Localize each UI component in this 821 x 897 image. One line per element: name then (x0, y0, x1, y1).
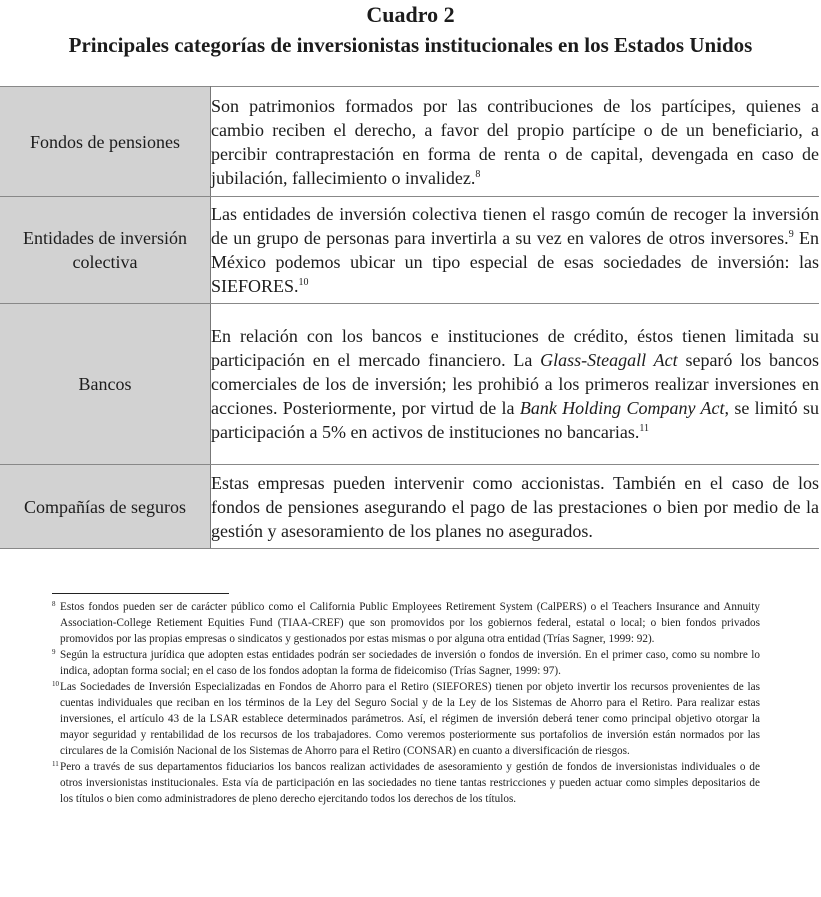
table-row (0, 465, 819, 549)
law-name: Glass-Steagall Act (540, 350, 678, 370)
table-row (0, 87, 819, 197)
footnote: 9 Según la estructura jurídica que adopten estas entidades podrán ser sociedades de inversión o fondos de inversión. En el primer caso, como su nombre lo indica, adoptan forma social; en el caso de los fondos adoptan la forma de fideicomiso (Trías Sagner, 1999: 97). (52, 648, 760, 677)
table-caption: Cuadro 2 (366, 2, 455, 27)
footnote-ref: 8 (475, 168, 481, 180)
description-text: , se limitó su participación a 5% en activos de instituciones no bancarias. (211, 398, 819, 442)
table-title: Principales categorías de inversionistas institucionales en los Estados Unidos (68, 33, 753, 57)
category-cell: Compañías de seguros (0, 465, 211, 549)
description-text: Las entidades de inversión colectiva tienen el rasgo común de recoger la inversión de un grupo de personas para invertirla a su vez en valores de otros inversores. (211, 204, 819, 248)
description-text: Estas empresas pueden intervenir como accionistas. También en el caso de los fondos de pensiones asegurando el pago de las prestaciones o bien por medio de la gestión y asesoramiento de los planes no asegurados. (211, 472, 819, 541)
footnote-ref: 10 (298, 277, 309, 288)
category-cell: Entidades de inversión colectiva (0, 197, 211, 304)
description-text: separó los bancos comerciales de los de inversión; les prohibió a los primeros realizar inversiones en acciones. Posteriormente, por virtud de la (211, 350, 820, 418)
investor-categories-table (0, 86, 819, 549)
footnote-ref: 9 (788, 229, 794, 240)
description-text: Son patrimonios formados por las contribuciones de los partícipes, quienes a cambio reciben el derecho, a favor del propio partícipe o de un beneficiario, a percibir contraprestación en forma de renta o de capital, devengada en caso de jubilación, fallecimiento o invalidez. (211, 95, 819, 188)
footnote-ref: 11 (639, 423, 649, 434)
law-name: Bank Holding Company Act (519, 398, 725, 418)
footnote-separator (52, 593, 229, 594)
footnotes (52, 599, 760, 807)
footnote: 10 Las Sociedades de Inversión Especializadas en Fondos de Ahorro para el Retiro (SIEFORES) tienen por objeto invertir los recursos provenientes de las cuentas individuales que reciban en los términos de la Ley del Seguro Social y de la Ley de los Sistemas de Ahorro para el Retiro. Para realizar estas inversiones, el artículo 43 de la LSAR establece determinados parámetros. Así, el régimen de inversión deberá tener como principal objetivo otorgar la mayor seguridad y rentabilidad de los recursos de los trabajadores. Como veremos posteriormente sus portafolios de inversión están normados por las circulares de la Comisión Nacional de los Sistemas de Ahorro para el Retiro (CONSAR) en cuanto a diversificación de riesgos. (52, 680, 760, 757)
table-row (0, 197, 819, 304)
category-cell: Fondos de pensiones (0, 87, 211, 197)
description-cell (211, 304, 820, 465)
description-cell (211, 87, 820, 197)
category-cell: Bancos (0, 304, 211, 465)
description-text: En México podemos ubicar un tipo especial de esas sociedades de inversión: las SIEFORES. (211, 228, 819, 296)
description-cell (211, 465, 820, 549)
footnote: 8 Estos fondos pueden ser de carácter público como el California Public Employees Retirement System (CalPERS) o el Teachers Insurance and Annuity Association-College Retiement Equities Fund (TIAA-CREF) que son promovidos por los gobiernos federal, estatal o local; o bien fondos privados promovidos por las propias empresas o sindicatos y gestionados por estas mismas o por alguna otra entidad (Trías Sagner, 1999: 92). (52, 600, 760, 645)
footnote: 11 Pero a través de sus departamentos fiduciarios los bancos realizan actividades de asesoramiento y gestión de fondos de inversionistas individuales o de otros inversionistas institucionales. Esta vía de participación en las sociedades no tiene tantas restricciones y pueden actuar como simples depositarios de los títulos o bien como administradores de pleno derecho ejercitando todos los derechos de los títulos. (52, 760, 760, 805)
footnote-text: Pero a través de sus departamentos fiduciarios los bancos realizan actividades de asesoramiento y gestión de fondos de inversionistas individuales o de otros inversionistas institucionales. Esta vía de participación en las sociedades no tiene tantas restricciones y pueden actuar como simples depositarios de los títulos o bien como administradores de pleno derecho ejercitando todos los derechos de los títulos. (60, 761, 760, 805)
description-text: En relación con los bancos e instituciones de crédito, éstos tienen limitada su participación en el mercado financiero. La (211, 326, 819, 370)
description-cell (211, 197, 820, 304)
footnote-text: Las Sociedades de Inversión Especializadas en Fondos de Ahorro para el Retiro (SIEFORES) tienen por objeto invertir los recursos provenientes de las cuentas individuales que reciban en los términos de la Ley del Seguro Social y de la Ley de los Sistemas de Ahorro para el Retiro. Para realizar estas inversiones, el artículo 43 de la LSAR establece determinados parámetros. Así, el régimen de inversión deberá tener como principal objetivo otorgar la mayor seguridad y rentabilidad de los recursos de los trabajadores. Como veremos posteriormente sus portafolios de inversión están normados por las circulares de la Comisión Nacional de los Sistemas de Ahorro para el Retiro (CONSAR) en cuanto a diversificación de riesgos. (60, 681, 760, 757)
footnote-text: Estos fondos pueden ser de carácter público como el California Public Employees Retirement System (CalPERS) o el Teachers Insurance and Annuity Association-College Retiement Equities Fund (TIAA-CREF) que son promovidos por los gobiernos federal, estatal o local; o bien fondos privados promovidos por las propias empresas o sindicatos y gestionados por estas mismas o por alguna otra entidad (Trías Sagner, 1999: 92). (60, 601, 760, 645)
table-row (0, 304, 819, 465)
footnote-text: Según la estructura jurídica que adopten estas entidades podrán ser sociedades de inversión o fondos de inversión. En el primer caso, como su nombre lo indica, adoptan forma social; en el caso de los fondos adoptan la forma de fideicomiso (Trías Sagner, 1999: 97). (60, 649, 760, 677)
